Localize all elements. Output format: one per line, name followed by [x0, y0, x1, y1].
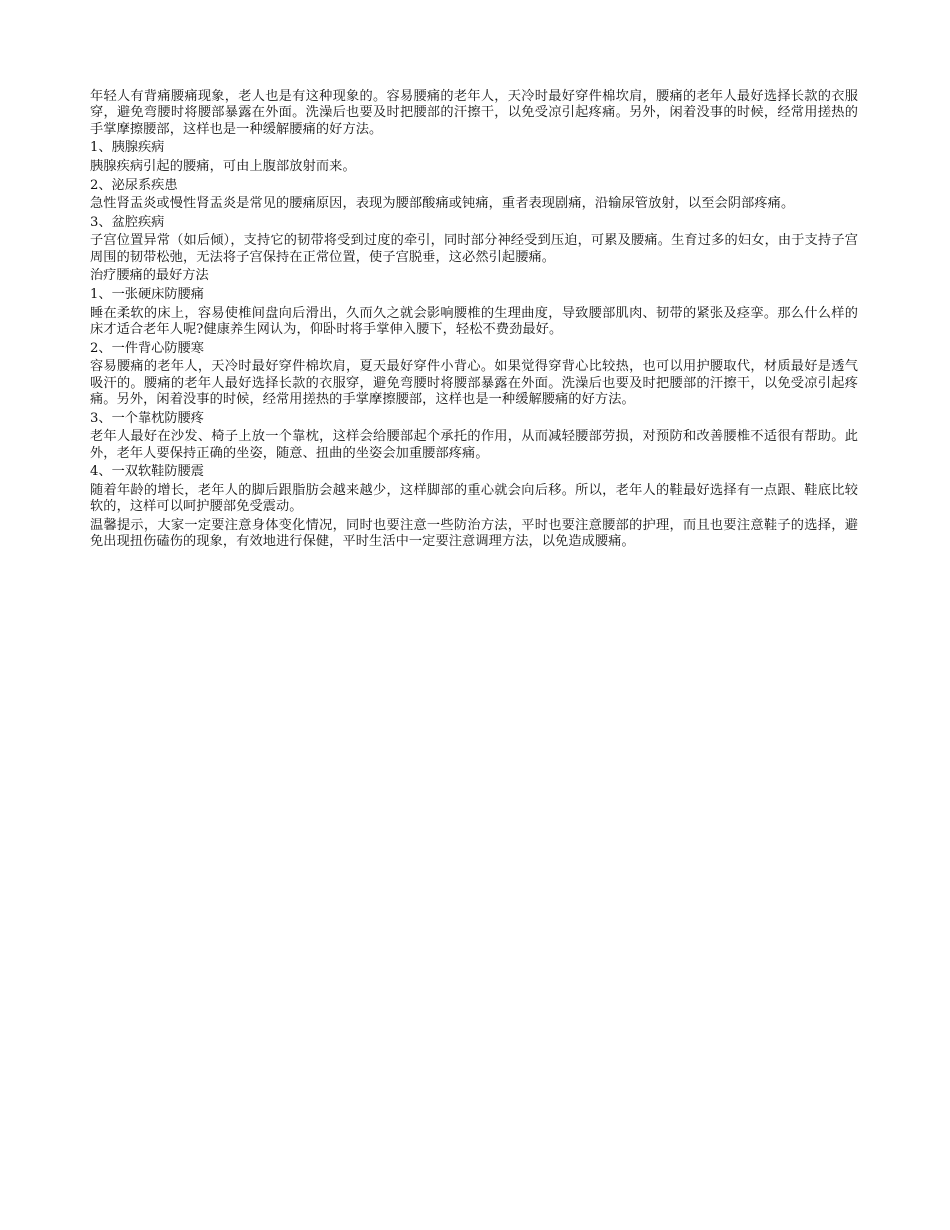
intro-paragraph: 年轻人有背痛腰痛现象，老人也是有这种现象的。容易腰痛的老年人，天冷时最好穿件棉坎肩，腰痛的老年人最好选择长款的衣服穿，避免弯腰时将腰部暴露在外面。洗澡后也要及时把腰部的汗擦干，以免受凉引起疼痛。另外，闲着没事的时候，经常用搓热的手掌摩擦腰部，这样也是一种缓解腰痛的好方法。: [90, 89, 858, 137]
subheading-soft-shoes: 4、一双软鞋防腰震: [90, 464, 204, 480]
soft-shoes-paragraph: 随着年龄的增长，老年人的脚后跟脂肪会越来越少，这样脚部的重心就会向后移。所以，老年人的鞋最好选择有一点跟、鞋底比较软的，这样可以呵护腰部免受震动。: [90, 482, 858, 515]
subheading-vest: 2、一件背心防腰寒: [90, 340, 204, 356]
section-heading-urinary: 2、泌尿系疾患: [90, 177, 178, 193]
urinary-paragraph: 急性肾盂炎或慢性肾盂炎是常见的腰痛原因，表现为腰部酸痛或钝痛，重者表现剧痛，沿输尿管放射，以至会阴部疼痛。: [90, 196, 795, 212]
tips-paragraph: 温馨提示，大家一定要注意身体变化情况，同时也要注意一些防治方法，平时也要注意腰部的护理，而且也要注意鞋子的选择，避免出现扭伤磕伤的现象，有效地进行保健，平时生活中一定要注意调理方法，以免造成腰痛。: [90, 517, 858, 550]
subheading-hard-bed: 1、一张硬床防腰痛: [90, 286, 204, 302]
section-heading-treatment: 治疗腰痛的最好方法: [90, 268, 209, 284]
cushion-paragraph: 老年人最好在沙发、椅子上放一个靠枕，这样会给腰部起个承托的作用，从而减轻腰部劳损，对预防和改善腰椎不适很有帮助。此外，老年人要保持正确的坐姿，随意、扭曲的坐姿会加重腰部疼痛。: [90, 429, 858, 461]
document-body: [90, 89, 858, 553]
pelvic-paragraph: 子宫位置异常（如后倾），支持它的韧带将受到过度的牵引，同时部分神经受到压迫，可累及腰痛。生育过多的妇女，由于支持子宫周围的韧带松弛，无法将子宫保持在正常位置，使子宫脱垂，这必然引起腰痛。: [90, 233, 858, 265]
section-heading-pancreas: 1、胰腺疾病: [90, 140, 165, 156]
pancreas-paragraph: 胰腺疾病引起的腰痛，可由上腹部放射而来。: [90, 159, 356, 174]
hard-bed-paragraph: 睡在柔软的床上，容易使椎间盘向后滑出，久而久之就会影响腰椎的生理曲度，导致腰部肌肉、韧带的紧张及痉挛。那么什么样的床才适合老年人呢?健康养生网认为，仰卧时将手掌伸入腰下，轻松不费劲最好。: [90, 305, 858, 337]
vest-paragraph: 容易腰痛的老年人，天冷时最好穿件棉坎肩，夏天最好穿件小背心。如果觉得穿背心比较热，也可以用护腰取代，材质最好是透气吸汗的。腰痛的老年人最好选择长款的衣服穿，避免弯腰时将腰部暴露在外面。洗澡后也要及时把腰部的汗擦干，以免受凉引起疼痛。另外，闲着没事的时候，经常用搓热的手掌摩擦腰部，这样也是一种缓解腰痛的好方法。: [90, 359, 858, 407]
subheading-cushion: 3、一个靠枕防腰疼: [90, 410, 204, 426]
section-heading-pelvic: 3、盆腔疾病: [90, 214, 165, 230]
